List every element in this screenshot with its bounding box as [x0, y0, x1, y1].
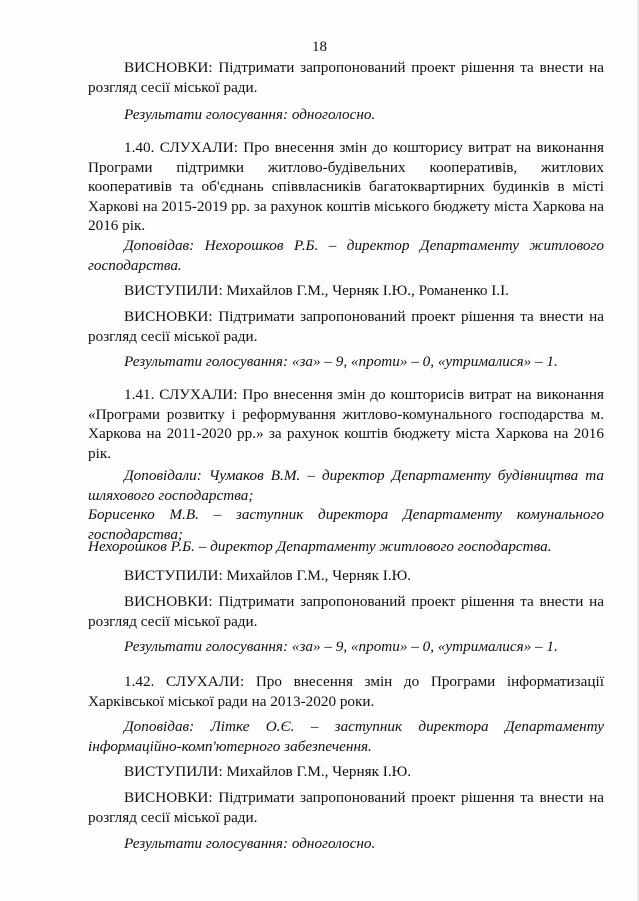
vote-result-1-41: Результати голосування: «за» – 9, «проти» – 0, «утрималися» – 1.	[124, 638, 558, 655]
reporter-1-42: Доповідав: Літке О.Є. – заступник директора Департаменту інформаційно-комп'ютерного забезпечення.	[88, 718, 604, 755]
heard-item-1-42: 1.42. СЛУХАЛИ: Про внесення змін до Програми інформатизації Харківської міської ради на 2013-2020 роки.	[88, 673, 604, 710]
conclusions-1-40: ВИСНОВКИ: Підтримати запропонований проект рішення та внести на розгляд сесії міської ради.	[88, 308, 604, 345]
reporter-1-41-borysenko: Борисенко М.В. – заступник директора Департаменту комунального господарства;	[88, 506, 604, 543]
page-number: 18	[312, 39, 327, 55]
vote-result-1-42: Результати голосування: одноголосно.	[124, 835, 376, 852]
conclusions-1-41: ВИСНОВКИ: Підтримати запропонований проект рішення та внести на розгляд сесії міської ради.	[88, 593, 604, 630]
vote-result-1-39: Результати голосування: одноголосно.	[124, 106, 376, 123]
vote-result-1-40: Результати голосування: «за» – 9, «проти» – 0, «утрималися» – 1.	[124, 353, 558, 370]
reporter-1-41-nekhoroshkov: Нехорошков Р.Б. – директор Департаменту житлового господарства.	[88, 538, 552, 555]
conclusions-1-42: ВИСНОВКИ: Підтримати запропонований проект рішення та внести на розгляд сесії міської ради.	[88, 789, 604, 826]
heard-item-1-40: 1.40. СЛУХАЛИ: Про внесення змін до кошторису витрат на виконання Програми підтримки житлово-будівельних кооперативів, житлових кооперативів та об'єднань співвласників багатоквартирних будинків в місті Харкові на 2015-2019 рр. за рахунок коштів міського бюджету міста Харкова на 2016 рік.	[88, 139, 604, 235]
speakers-1-40: ВИСТУПИЛИ: Михайлов Г.М., Черняк І.Ю., Романенко І.І.	[124, 282, 509, 299]
reporter-1-40: Доповідав: Нехорошков Р.Б. – директор Департаменту житлового господарства.	[88, 237, 604, 274]
heard-item-1-41: 1.41. СЛУХАЛИ: Про внесення змін до кошторисів витрат на виконання «Програми розвитку і реформування житлово-комунального господарства м. Харкова на 2011-2020 рр.» за рахунок коштів бюджету міста Харкова на 2016 рік.	[88, 386, 604, 462]
speakers-1-41: ВИСТУПИЛИ: Михайлов Г.М., Черняк І.Ю.	[124, 567, 412, 584]
reporter-1-41-chumakov: Доповідали: Чумаков В.М. – директор Департаменту будівництва та шляхового господарства;	[88, 467, 604, 504]
speakers-1-42: ВИСТУПИЛИ: Михайлов Г.М., Черняк І.Ю.	[124, 763, 412, 780]
conclusions-1-39: ВИСНОВКИ: Підтримати запропонований проект рішення та внести на розгляд сесії міської ради.	[88, 59, 604, 96]
